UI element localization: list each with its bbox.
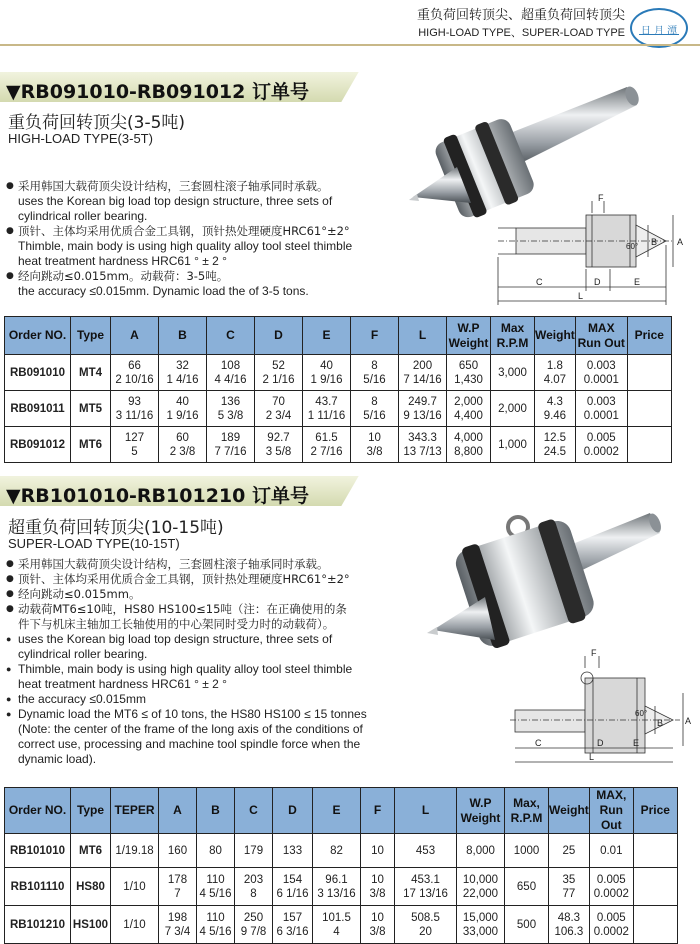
column-header: A: [159, 788, 197, 834]
column-header: L: [399, 317, 447, 355]
column-header: TEPER: [111, 788, 159, 834]
table-cell: 110 4 5/16: [197, 906, 235, 944]
dim-label-e: E: [634, 277, 641, 287]
table-cell: MT5: [71, 391, 111, 427]
column-header: Type: [71, 788, 111, 834]
column-header: MAX, Run Out: [589, 788, 633, 834]
column-header: D: [255, 317, 303, 355]
table-cell: 0.005 0.0002: [589, 868, 633, 906]
table-cell: 1/10: [111, 868, 159, 906]
table-cell: RB101210: [5, 906, 71, 944]
column-header: Price: [633, 788, 677, 834]
section2-title-en: SUPER-LOAD TYPE(10-15T): [8, 536, 180, 551]
table-cell: 200 7 14/16: [399, 355, 447, 391]
dim-label-a: A: [677, 237, 684, 247]
table-cell: 453: [395, 834, 457, 868]
section1-title-cn: 重负荷回转顶尖(3-5吨): [8, 113, 186, 133]
table-cell: 2,000: [491, 391, 535, 427]
feature-line: 件下与机床主轴加工长轴使用的中心架同时受力时的动载荷）。: [18, 617, 335, 631]
section1-title-en: HIGH-LOAD TYPE(3-5T): [8, 131, 153, 146]
table-cell: 110 4 5/16: [197, 868, 235, 906]
dim-label-angle: 60°: [626, 242, 639, 251]
table-cell: 43.7 1 11/16: [303, 391, 351, 427]
column-header: F: [361, 788, 395, 834]
table-cell: 157 6 3/16: [273, 906, 313, 944]
table-cell: [633, 834, 677, 868]
column-header: C: [207, 317, 255, 355]
table-cell: 101.5 4: [313, 906, 361, 944]
feature-line: correct use, processing and machine tool spindle force when the: [18, 737, 361, 751]
table-cell: 80: [197, 834, 235, 868]
table-cell: 500: [505, 906, 549, 944]
table-cell: 0.003 0.0001: [575, 355, 627, 391]
table-cell: [627, 355, 671, 391]
feature-line: ● 采用韩国大载荷顶尖设计结构，三套圆柱滚子轴承同时承载。: [6, 179, 486, 194]
section1-feature-list: [6, 179, 486, 299]
column-header: A: [111, 317, 159, 355]
table-cell: 48.3 106.3: [549, 906, 590, 944]
dim-label-c: C: [536, 277, 543, 287]
table-cell: [633, 868, 677, 906]
table-row: [5, 427, 672, 463]
table-cell: 508.5 20: [395, 906, 457, 944]
table-cell: 60 2 3/8: [159, 427, 207, 463]
column-header: E: [313, 788, 361, 834]
section2-feature-list: [6, 557, 501, 767]
table-cell: 25: [549, 834, 590, 868]
table-cell: RB091010: [5, 355, 71, 391]
table-cell: 10: [361, 834, 395, 868]
table-cell: 0.003 0.0001: [575, 391, 627, 427]
table-cell: 154 6 1/16: [273, 868, 313, 906]
brand-logo: [630, 8, 688, 48]
dim2-label-f: F: [591, 648, 597, 658]
table-cell: 178 7: [159, 868, 197, 906]
table-cell: MT4: [71, 355, 111, 391]
feature-line: cylindrical roller bearing.: [18, 209, 148, 223]
column-header: Price: [627, 317, 671, 355]
table-cell: 1.8 4.07: [535, 355, 576, 391]
table-cell: MT6: [71, 427, 111, 463]
dim-label-l: L: [578, 291, 584, 301]
table-row: [5, 906, 678, 944]
column-header: MAX Run Out: [575, 317, 627, 355]
table-cell: 10 3/8: [361, 868, 395, 906]
column-header: W.P Weight: [447, 317, 491, 355]
table-cell: 1/19.18: [111, 834, 159, 868]
table-cell: 10 3/8: [351, 427, 399, 463]
dim2-label-d: D: [597, 738, 604, 748]
table-cell: 52 2 1/16: [255, 355, 303, 391]
table-cell: [627, 427, 671, 463]
table-cell: 136 5 3/8: [207, 391, 255, 427]
table-cell: 250 9 7/8: [235, 906, 273, 944]
feature-line: ● Thimble, main body is using high quality alloy tool steel thimble: [6, 662, 501, 677]
feature-line: ● 顶针、主体均采用优质合金工具钢，顶针热处理硬度HRC61°±2°: [6, 224, 486, 239]
dim-label-d: D: [594, 277, 601, 287]
feature-line: uses the Korean big load top design structure, three sets of: [18, 194, 333, 208]
section2-title-cn: 超重负荷回转顶尖(10-15吨): [8, 518, 224, 538]
header-title-en: HIGH-LOAD TYPE、SUPER-LOAD TYPE: [418, 27, 625, 39]
feature-line: ● uses the Korean big load top design structure, three sets of: [6, 632, 501, 647]
table-cell: 35 77: [549, 868, 590, 906]
table-cell: 0.005 0.0002: [589, 906, 633, 944]
column-header: F: [351, 317, 399, 355]
table-cell: 1000: [505, 834, 549, 868]
column-header: W.P Weight: [457, 788, 505, 834]
table-cell: 1/10: [111, 906, 159, 944]
feature-line: the accuracy ≤0.015mm. Dynamic load the of 3-5 tons.: [18, 284, 309, 298]
feature-line: heat treatment hardness HRC61 ° ± 2 °: [18, 254, 227, 268]
feature-line: ● Dynamic load the MT6 ≤ of 10 tons, the HS80 HS100 ≤ 15 tonnes: [6, 707, 501, 722]
table-row: [5, 868, 678, 906]
table-row: [5, 834, 678, 868]
feature-line: cylindrical roller bearing.: [18, 647, 148, 661]
table-row: [5, 391, 672, 427]
column-header: B: [197, 788, 235, 834]
column-header: Order NO.: [5, 317, 71, 355]
table-cell: 650: [505, 868, 549, 906]
table-cell: 96.1 3 13/16: [313, 868, 361, 906]
dim-label-b: B: [651, 237, 658, 247]
table-cell: RB101110: [5, 868, 71, 906]
header-title-cn: 重负荷回转顶尖、超重负荷回转顶尖: [416, 8, 625, 23]
table-cell: 2,000 4,400: [447, 391, 491, 427]
table-cell: 189 7 7/16: [207, 427, 255, 463]
feature-line: Thimble, main body is using high quality alloy tool steel thimble: [18, 239, 353, 253]
table-cell: 160: [159, 834, 197, 868]
section1-bar-text: ▼RB091010-RB091012 订单号: [6, 81, 309, 102]
feature-line: ● the accuracy ≤0.015mm: [6, 692, 501, 707]
table-cell: 40 1 9/16: [303, 355, 351, 391]
table-cell: 203 8: [235, 868, 273, 906]
table-cell: RB101010: [5, 834, 71, 868]
feature-line: (Note: the center of the frame of the long axis of the conditions of: [18, 722, 363, 736]
table-cell: 1,000: [491, 427, 535, 463]
section2-spec-table: [4, 787, 678, 944]
table-cell: 92.7 3 5/8: [255, 427, 303, 463]
dim2-label-angle: 60°: [635, 709, 648, 718]
table-cell: 93 3 11/16: [111, 391, 159, 427]
column-header: B: [159, 317, 207, 355]
dim2-label-e: E: [633, 738, 640, 748]
logo-text: 日 月 潭: [640, 26, 678, 37]
dim2-label-b: B: [657, 718, 664, 728]
table-cell: 82: [313, 834, 361, 868]
feature-line: ● 动载荷MT6≤10吨，HS80 HS100≤15吨（注：在正确使用的条: [6, 602, 501, 617]
column-header: D: [273, 788, 313, 834]
table-cell: [633, 906, 677, 944]
table-cell: 4.3 9.46: [535, 391, 576, 427]
feature-line: ● 顶针、主体均采用优质合金工具钢，顶针热处理硬度HRC61°±2°: [6, 572, 501, 587]
section2-bar-text: ▼RB101010-RB101210 订单号: [6, 485, 309, 506]
column-header: Weight: [549, 788, 590, 834]
table-cell: RB091011: [5, 391, 71, 427]
table-cell: HS80: [71, 868, 111, 906]
table-cell: 61.5 2 7/16: [303, 427, 351, 463]
section2-title-bar: [0, 476, 362, 506]
section1-spec-table: [4, 316, 672, 463]
table-cell: 10 3/8: [361, 906, 395, 944]
table-cell: 12.5 24.5: [535, 427, 576, 463]
table-cell: 3,000: [491, 355, 535, 391]
table-cell: HS100: [71, 906, 111, 944]
table-cell: RB091012: [5, 427, 71, 463]
column-header: Order NO.: [5, 788, 71, 834]
table-cell: 10,000 22,000: [457, 868, 505, 906]
table-cell: MT6: [71, 834, 111, 868]
table-cell: 650 1,430: [447, 355, 491, 391]
table-row: [5, 355, 672, 391]
table-cell: 66 2 10/16: [111, 355, 159, 391]
dim2-label-c: C: [535, 738, 542, 748]
table-cell: 127 5: [111, 427, 159, 463]
table-cell: 32 1 4/16: [159, 355, 207, 391]
table-cell: 0.01: [589, 834, 633, 868]
column-header: C: [235, 788, 273, 834]
column-header: Max R.P.M: [491, 317, 535, 355]
table-cell: 70 2 3/4: [255, 391, 303, 427]
table-cell: 108 4 4/16: [207, 355, 255, 391]
table-cell: 198 7 3/4: [159, 906, 197, 944]
table-cell: 249.7 9 13/16: [399, 391, 447, 427]
table-cell: 15,000 33,000: [457, 906, 505, 944]
feature-line: ● 经向跳动≤0.015mm。动载荷：3-5吨。: [6, 269, 486, 284]
column-header: Max, R.P.M: [505, 788, 549, 834]
feature-line: dynamic load).: [18, 752, 97, 766]
table-cell: 8 5/16: [351, 355, 399, 391]
feature-line: heat treatment hardness HRC61 ° ± 2 °: [18, 677, 227, 691]
table-cell: 453.1 17 13/16: [395, 868, 457, 906]
section1-title-bar: [0, 72, 362, 102]
column-header: L: [395, 788, 457, 834]
feature-line: ● 经向跳动≤0.015mm。: [6, 587, 501, 602]
table-cell: 0.005 0.0002: [575, 427, 627, 463]
table-cell: 179: [235, 834, 273, 868]
table-cell: 8 5/16: [351, 391, 399, 427]
column-header: Type: [71, 317, 111, 355]
column-header: E: [303, 317, 351, 355]
section2-dimension-diagram: [505, 648, 695, 768]
section1-dimension-diagram: [488, 193, 693, 308]
table-cell: 133: [273, 834, 313, 868]
table-cell: 8,000: [457, 834, 505, 868]
table-cell: [627, 391, 671, 427]
table-cell: 343.3 13 7/13: [399, 427, 447, 463]
table-cell: 4,000 8,800: [447, 427, 491, 463]
dim2-label-a: A: [685, 716, 692, 726]
feature-line: ● 采用韩国大载荷顶尖设计结构，三套圆柱滚子轴承同时承载。: [6, 557, 501, 572]
column-header: Weight: [535, 317, 576, 355]
table-cell: 40 1 9/16: [159, 391, 207, 427]
dim2-label-l: L: [589, 752, 595, 762]
header-divider: [0, 44, 700, 46]
dim-label-f: F: [598, 193, 604, 203]
